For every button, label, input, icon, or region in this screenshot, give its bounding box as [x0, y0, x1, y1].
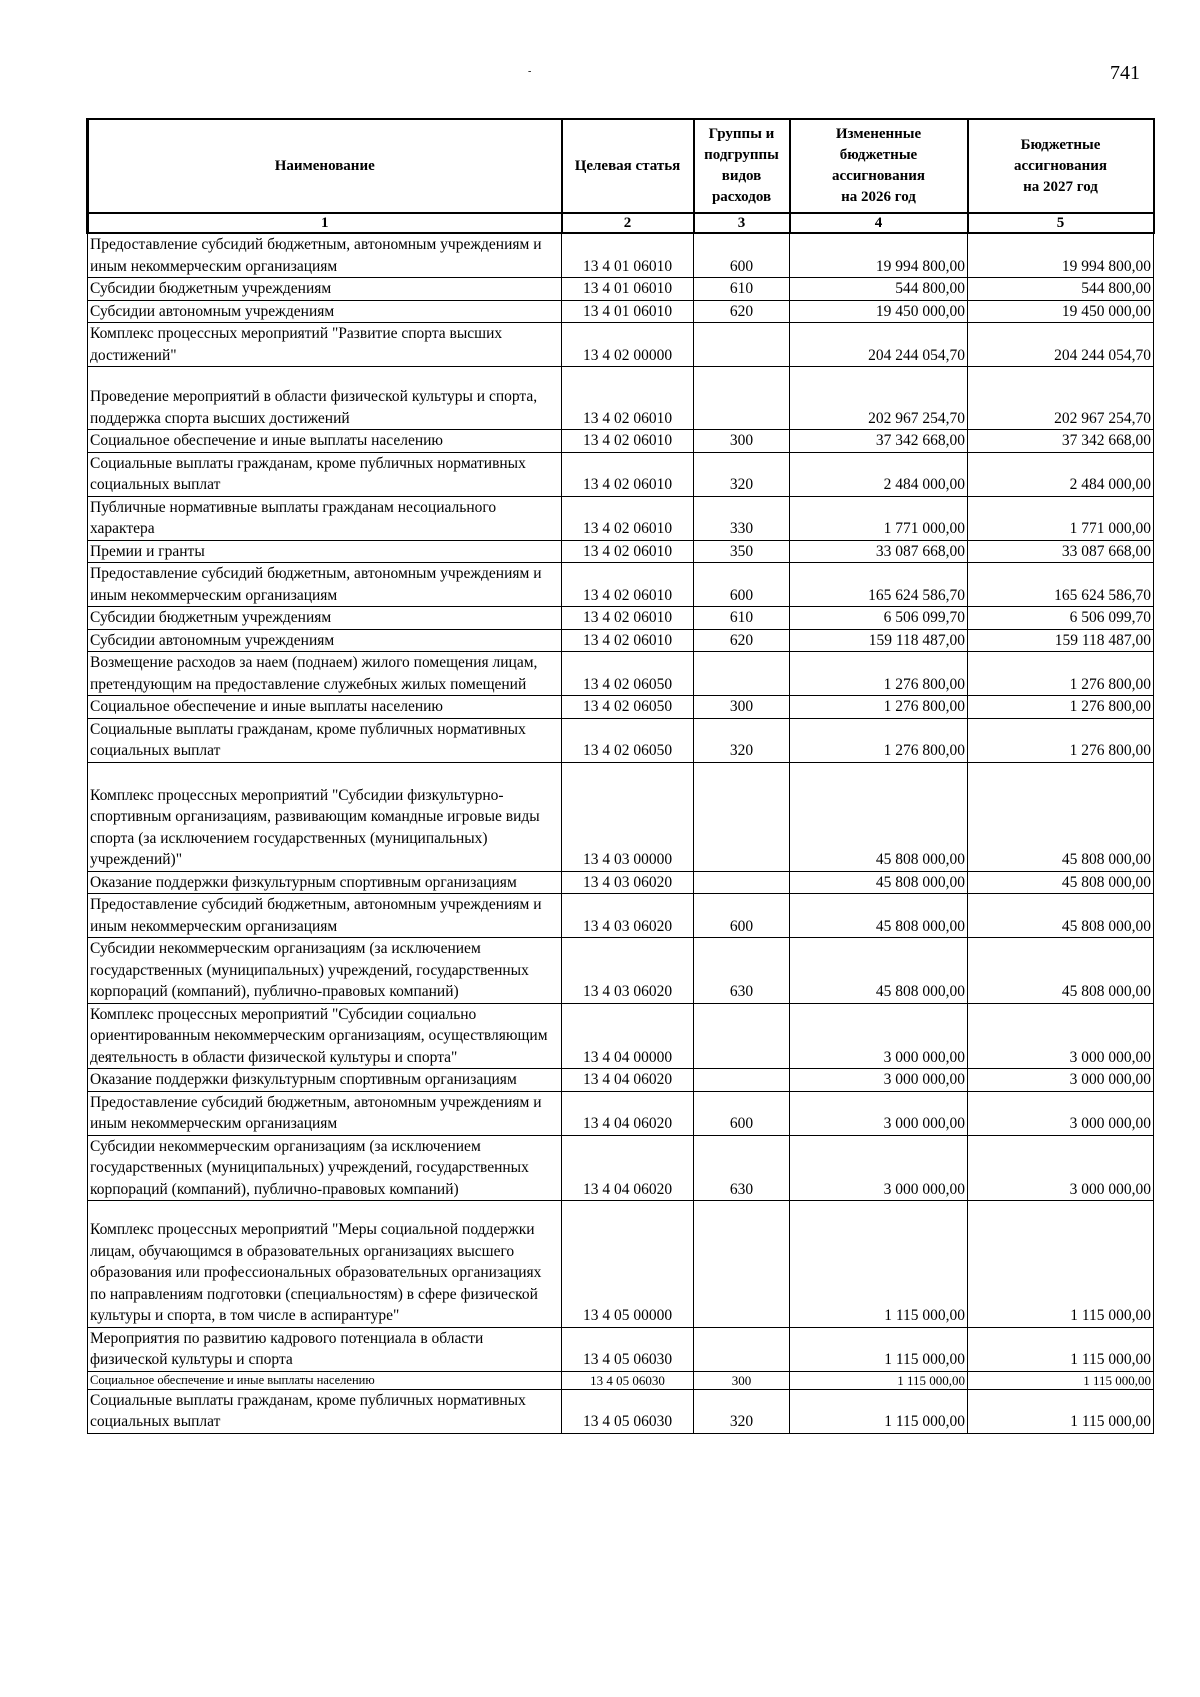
table-row: [88, 563, 1154, 607]
row-amount-2027: 3 000 000,00: [968, 1091, 1154, 1135]
row-target-code: 13 4 04 06020: [562, 1069, 694, 1092]
row-group-code: 600: [694, 563, 790, 607]
row-amount-2027: 45 808 000,00: [968, 938, 1154, 1004]
row-group-code: 610: [694, 278, 790, 301]
row-target-code: 13 4 05 00000: [562, 1201, 694, 1328]
row-amount-2027: 45 808 000,00: [968, 871, 1154, 894]
row-name: Субсидии автономным учреждениям: [88, 300, 562, 323]
table-row: [88, 1201, 1154, 1328]
row-group-code: 600: [694, 1091, 790, 1135]
row-target-code: 13 4 01 06010: [562, 300, 694, 323]
row-amount-2027: 45 808 000,00: [968, 762, 1154, 871]
table-row: [88, 629, 1154, 652]
row-name: Предоставление субсидий бюджетным, автономным учреждениям и иным некоммерческим организациям: [88, 894, 562, 938]
table-row: [88, 1135, 1154, 1201]
row-amount-2026: 1 771 000,00: [790, 496, 968, 540]
row-group-code: 600: [694, 233, 790, 278]
row-group-code: 300: [694, 1371, 790, 1389]
row-target-code: 13 4 02 06010: [562, 367, 694, 430]
row-target-code: 13 4 02 06010: [562, 563, 694, 607]
table-body: [88, 233, 1154, 1433]
row-target-code: 13 4 05 06030: [562, 1371, 694, 1389]
row-amount-2027: 1 115 000,00: [968, 1201, 1154, 1328]
row-group-code: [694, 1201, 790, 1328]
table-row: [88, 367, 1154, 430]
row-amount-2026: 33 087 668,00: [790, 540, 968, 563]
col-number: 2: [562, 213, 694, 233]
row-amount-2026: 37 342 668,00: [790, 430, 968, 453]
row-name: Предоставление субсидий бюджетным, автономным учреждениям и иным некоммерческим организациям: [88, 563, 562, 607]
row-amount-2027: 544 800,00: [968, 278, 1154, 301]
row-name: Социальные выплаты гражданам, кроме публичных нормативных социальных выплат: [88, 1389, 562, 1433]
row-amount-2026: 45 808 000,00: [790, 871, 968, 894]
row-amount-2027: 45 808 000,00: [968, 894, 1154, 938]
row-group-code: 330: [694, 496, 790, 540]
row-name: Социальные выплаты гражданам, кроме публичных нормативных социальных выплат: [88, 452, 562, 496]
row-amount-2027: 3 000 000,00: [968, 1069, 1154, 1092]
row-group-code: 620: [694, 300, 790, 323]
row-amount-2026: 204 244 054,70: [790, 323, 968, 367]
col-number: 3: [694, 213, 790, 233]
table-row: [88, 652, 1154, 696]
row-target-code: 13 4 02 06010: [562, 452, 694, 496]
row-target-code: 13 4 02 06010: [562, 540, 694, 563]
row-group-code: [694, 871, 790, 894]
row-group-code: 610: [694, 607, 790, 630]
row-amount-2027: 159 118 487,00: [968, 629, 1154, 652]
col-header-target: Целевая статья: [562, 119, 694, 213]
row-group-code: [694, 367, 790, 430]
row-target-code: 13 4 01 06010: [562, 278, 694, 301]
table-row: [88, 300, 1154, 323]
row-amount-2027: 1 276 800,00: [968, 718, 1154, 762]
row-target-code: 13 4 03 00000: [562, 762, 694, 871]
row-group-code: 630: [694, 1135, 790, 1201]
budget-table: [86, 118, 1155, 1434]
row-name: Социальные выплаты гражданам, кроме публичных нормативных социальных выплат: [88, 718, 562, 762]
row-amount-2026: 1 276 800,00: [790, 652, 968, 696]
row-amount-2027: 6 506 099,70: [968, 607, 1154, 630]
row-group-code: [694, 762, 790, 871]
row-amount-2026: 1 276 800,00: [790, 696, 968, 719]
row-amount-2026: 202 967 254,70: [790, 367, 968, 430]
table-row: [88, 1371, 1154, 1389]
table-row: [88, 762, 1154, 871]
row-target-code: 13 4 04 00000: [562, 1003, 694, 1069]
table-row: [88, 1389, 1154, 1433]
row-amount-2026: 165 624 586,70: [790, 563, 968, 607]
table-row: [88, 1003, 1154, 1069]
col-header-2027: Бюджетные ассигнования на 2027 год: [968, 119, 1154, 213]
row-amount-2027: 1 276 800,00: [968, 652, 1154, 696]
row-name: Комплекс процессных мероприятий "Меры социальной поддержки лицам, обучающимся в образовательных организациях высшего образования или профессиональных образовательных организациях по направлениям подготовки (специальностям) в сфере физической культуры и спорта, в том числе в аспирантуре": [88, 1201, 562, 1328]
table-row: [88, 938, 1154, 1004]
row-name: Субсидии автономным учреждениям: [88, 629, 562, 652]
col-number: 1: [88, 213, 562, 233]
table-row: [88, 430, 1154, 453]
table-row: [88, 496, 1154, 540]
row-amount-2026: 19 450 000,00: [790, 300, 968, 323]
row-group-code: 620: [694, 629, 790, 652]
row-amount-2027: 165 624 586,70: [968, 563, 1154, 607]
row-amount-2027: 3 000 000,00: [968, 1135, 1154, 1201]
row-group-code: [694, 1003, 790, 1069]
row-target-code: 13 4 04 06020: [562, 1091, 694, 1135]
row-name: Социальное обеспечение и иные выплаты населению: [88, 696, 562, 719]
row-target-code: 13 4 02 06010: [562, 496, 694, 540]
col-header-amended-2026: Измененные бюджетные ассигнования на 2026 год: [790, 119, 968, 213]
row-name: Социальное обеспечение и иные выплаты населению: [88, 430, 562, 453]
row-target-code: 13 4 03 06020: [562, 871, 694, 894]
row-amount-2027: 37 342 668,00: [968, 430, 1154, 453]
row-name: Оказание поддержки физкультурным спортивным организациям: [88, 1069, 562, 1092]
table-row: [88, 894, 1154, 938]
row-name: Субсидии некоммерческим организациям (за исключением государственных (муниципальных) учреждений, государственных корпораций (компаний), публично-правовых компаний): [88, 1135, 562, 1201]
row-name: Комплекс процессных мероприятий "Субсидии физкультурно-спортивным организациям, развивающим командные игровые виды спорта (за исключением государственных (муниципальных) учреждений)": [88, 762, 562, 871]
row-group-code: [694, 1069, 790, 1092]
row-group-code: 600: [694, 894, 790, 938]
table-row: [88, 278, 1154, 301]
row-name: Комплекс процессных мероприятий "Субсидии социально ориентированным некоммерческим организациям, осуществляющим деятельность в области физической культуры и спорта": [88, 1003, 562, 1069]
row-target-code: 13 4 03 06020: [562, 938, 694, 1004]
row-amount-2026: 3 000 000,00: [790, 1003, 968, 1069]
row-group-code: [694, 323, 790, 367]
table-row: [88, 540, 1154, 563]
row-amount-2026: 3 000 000,00: [790, 1091, 968, 1135]
row-amount-2026: 45 808 000,00: [790, 894, 968, 938]
row-target-code: 13 4 01 06010: [562, 233, 694, 278]
row-target-code: 13 4 02 06010: [562, 430, 694, 453]
row-amount-2027: 19 450 000,00: [968, 300, 1154, 323]
page-number: 741: [1110, 62, 1140, 84]
col-header-name: Наименование: [88, 119, 562, 213]
row-group-code: 350: [694, 540, 790, 563]
row-amount-2027: 3 000 000,00: [968, 1003, 1154, 1069]
row-amount-2026: 3 000 000,00: [790, 1069, 968, 1092]
row-amount-2027: 1 115 000,00: [968, 1371, 1154, 1389]
row-target-code: 13 4 05 06030: [562, 1389, 694, 1433]
row-amount-2027: 19 994 800,00: [968, 233, 1154, 278]
row-name: Мероприятия по развитию кадрового потенциала в области физической культуры и спорта: [88, 1327, 562, 1371]
row-name: Проведение мероприятий в области физической культуры и спорта, поддержка спорта высших достижений: [88, 367, 562, 430]
table-row: [88, 696, 1154, 719]
row-name: Субсидии бюджетным учреждениям: [88, 607, 562, 630]
row-target-code: 13 4 02 06050: [562, 718, 694, 762]
row-amount-2026: 1 115 000,00: [790, 1201, 968, 1328]
column-numbers-row: [88, 213, 1154, 233]
row-amount-2026: 19 994 800,00: [790, 233, 968, 278]
row-amount-2026: 1 276 800,00: [790, 718, 968, 762]
row-name: Комплекс процессных мероприятий "Развитие спорта высших достижений": [88, 323, 562, 367]
table-row: [88, 452, 1154, 496]
table-row: [88, 233, 1154, 278]
row-amount-2027: 33 087 668,00: [968, 540, 1154, 563]
row-name: Премии и гранты: [88, 540, 562, 563]
row-amount-2026: 2 484 000,00: [790, 452, 968, 496]
row-amount-2026: 45 808 000,00: [790, 938, 968, 1004]
row-group-code: 320: [694, 1389, 790, 1433]
row-group-code: [694, 1327, 790, 1371]
row-target-code: 13 4 05 06030: [562, 1327, 694, 1371]
table-row: [88, 718, 1154, 762]
row-amount-2027: 1 115 000,00: [968, 1327, 1154, 1371]
row-name: Возмещение расходов за наем (поднаем) жилого помещения лицам, претендующим на предоставление служебных жилых помещений: [88, 652, 562, 696]
row-group-code: 320: [694, 452, 790, 496]
row-target-code: 13 4 02 06050: [562, 696, 694, 719]
row-amount-2026: 1 115 000,00: [790, 1371, 968, 1389]
row-amount-2026: 159 118 487,00: [790, 629, 968, 652]
table-row: [88, 1091, 1154, 1135]
table-row: [88, 1327, 1154, 1371]
row-amount-2026: 544 800,00: [790, 278, 968, 301]
row-name: Субсидии некоммерческим организациям (за исключением государственных (муниципальных) учреждений, государственных корпораций (компаний), публично-правовых компаний): [88, 938, 562, 1004]
table-row: [88, 323, 1154, 367]
row-target-code: 13 4 02 00000: [562, 323, 694, 367]
row-name: Социальное обеспечение и иные выплаты населению: [88, 1371, 562, 1389]
row-group-code: [694, 652, 790, 696]
row-name: Публичные нормативные выплаты гражданам несоциального характера: [88, 496, 562, 540]
table-row: [88, 871, 1154, 894]
scan-mark: -: [528, 66, 532, 77]
row-amount-2027: 2 484 000,00: [968, 452, 1154, 496]
row-target-code: 13 4 02 06010: [562, 607, 694, 630]
row-name: Предоставление субсидий бюджетным, автономным учреждениям и иным некоммерческим организациям: [88, 233, 562, 278]
row-amount-2027: 202 967 254,70: [968, 367, 1154, 430]
row-target-code: 13 4 04 06020: [562, 1135, 694, 1201]
row-amount-2027: 1 115 000,00: [968, 1389, 1154, 1433]
row-target-code: 13 4 02 06010: [562, 629, 694, 652]
col-number: 4: [790, 213, 968, 233]
row-amount-2026: 3 000 000,00: [790, 1135, 968, 1201]
row-amount-2026: 45 808 000,00: [790, 762, 968, 871]
row-amount-2026: 1 115 000,00: [790, 1327, 968, 1371]
row-group-code: 630: [694, 938, 790, 1004]
row-amount-2027: 1 276 800,00: [968, 696, 1154, 719]
table-row: [88, 607, 1154, 630]
col-number: 5: [968, 213, 1154, 233]
row-group-code: 300: [694, 430, 790, 453]
row-group-code: 300: [694, 696, 790, 719]
row-amount-2026: 1 115 000,00: [790, 1389, 968, 1433]
row-amount-2027: 1 771 000,00: [968, 496, 1154, 540]
col-header-group: Группы и подгруппы видов расходов: [694, 119, 790, 213]
row-name: Субсидии бюджетным учреждениям: [88, 278, 562, 301]
row-name: Оказание поддержки физкультурным спортивным организациям: [88, 871, 562, 894]
table-row: [88, 1069, 1154, 1092]
row-target-code: 13 4 03 06020: [562, 894, 694, 938]
row-amount-2026: 6 506 099,70: [790, 607, 968, 630]
row-target-code: 13 4 02 06050: [562, 652, 694, 696]
row-group-code: 320: [694, 718, 790, 762]
row-amount-2027: 204 244 054,70: [968, 323, 1154, 367]
row-name: Предоставление субсидий бюджетным, автономным учреждениям и иным некоммерческим организациям: [88, 1091, 562, 1135]
